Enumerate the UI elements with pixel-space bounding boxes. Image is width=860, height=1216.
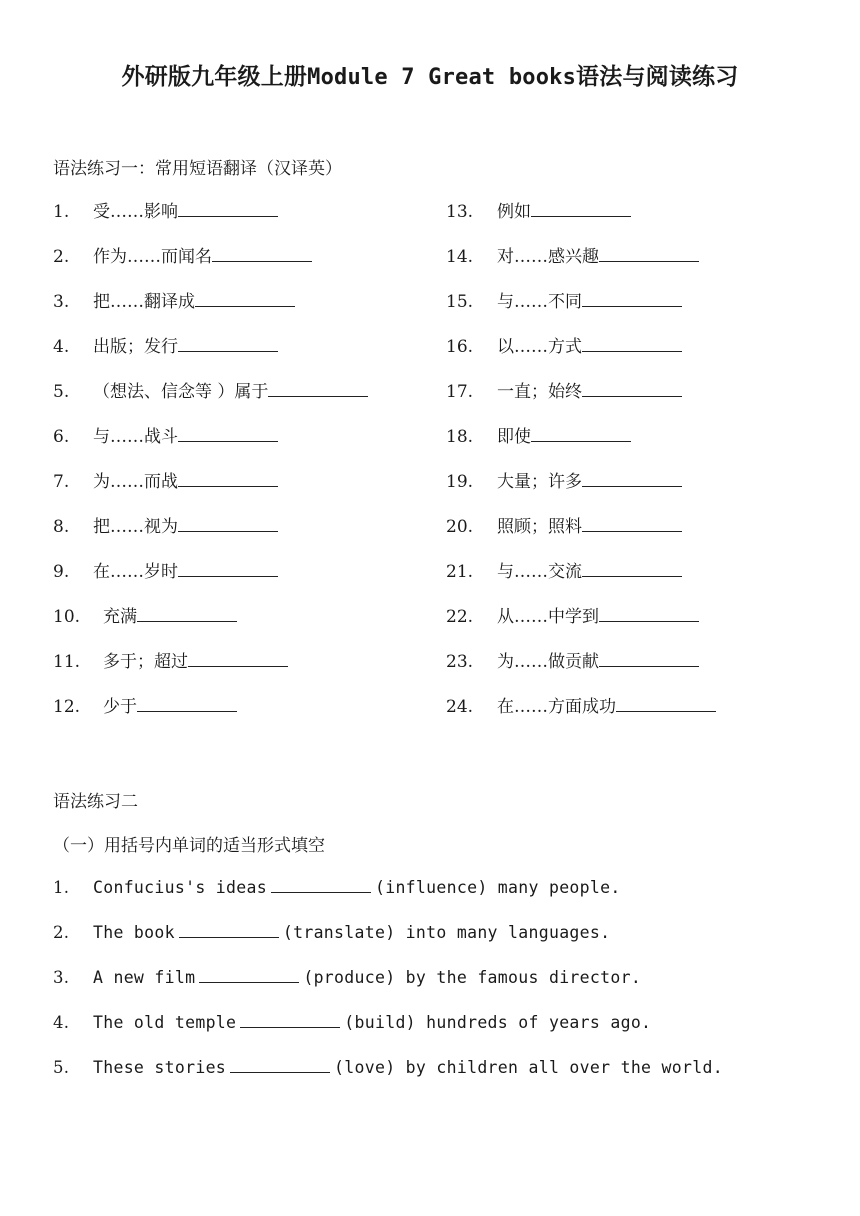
page-title (0, 58, 860, 91)
answer-blank[interactable] (137, 696, 237, 712)
answer-blank[interactable] (188, 651, 288, 667)
item-number: 24. (446, 697, 474, 717)
item-number: 16. (446, 337, 474, 357)
item-text: 大量；许多 (497, 472, 582, 492)
answer-blank[interactable] (179, 922, 279, 938)
item-number: 8. (53, 517, 70, 537)
item-text: 作为……而闻名 (93, 247, 212, 267)
section2-subheading: （一）用括号内单词的适当形式填空 (53, 836, 325, 856)
sentence-before: The book (93, 923, 175, 942)
answer-blank[interactable] (178, 201, 278, 217)
item-text: 从……中学到 (497, 607, 599, 627)
sentence-after: (translate) into many languages. (282, 923, 611, 942)
answer-blank[interactable] (195, 291, 295, 307)
phrase-item (446, 381, 682, 402)
item-number: 20. (446, 517, 474, 537)
answer-blank[interactable] (178, 561, 278, 577)
sentence-before: The old temple (93, 1013, 237, 1032)
item-text: 对……感兴趣 (497, 247, 599, 267)
item-number: 5. (53, 382, 70, 402)
phrase-item (446, 291, 682, 312)
phrase-item (53, 651, 288, 672)
answer-blank[interactable] (178, 516, 278, 532)
item-text: 以……方式 (497, 337, 582, 357)
sentence-before: A new film (93, 968, 196, 987)
answer-blank[interactable] (599, 246, 699, 262)
item-text: 受……影响 (93, 202, 178, 222)
exercise-item (53, 967, 641, 987)
phrase-item (446, 471, 682, 492)
answer-blank[interactable] (616, 696, 716, 712)
exercise-item (53, 877, 621, 897)
sentence-after: (produce) by the famous director. (303, 968, 642, 987)
phrase-item (53, 561, 278, 582)
item-number: 18. (446, 427, 474, 447)
exercise-item (53, 922, 610, 942)
item-number: 10. (53, 607, 81, 627)
sentence-after: (influence) many people. (374, 878, 621, 897)
answer-blank[interactable] (137, 606, 237, 622)
title-en: Module 7 Great books (307, 65, 577, 90)
item-number: 1. (53, 878, 70, 897)
sentence-before: These stories (93, 1058, 227, 1077)
answer-blank[interactable] (531, 201, 631, 217)
item-number: 3. (53, 968, 70, 987)
item-text: 充满 (103, 607, 137, 627)
item-number: 19. (446, 472, 474, 492)
item-text: 把……视为 (93, 517, 178, 537)
phrase-item (53, 246, 312, 267)
answer-blank[interactable] (599, 606, 699, 622)
title-cn-b: 语法与阅读练习 (576, 64, 739, 90)
phrase-item (53, 291, 295, 312)
item-text: （想法、信念等 ）属于 (93, 382, 269, 402)
item-number: 21. (446, 562, 474, 582)
item-text: 在……方面成功 (497, 697, 616, 717)
answer-blank[interactable] (178, 336, 278, 352)
item-number: 13. (446, 202, 474, 222)
phrase-item (446, 246, 699, 267)
item-text: 照顾；照料 (497, 517, 582, 537)
answer-blank[interactable] (240, 1012, 340, 1028)
title-cn-a: 外研版九年级上册 (121, 64, 308, 90)
item-text: 把……翻译成 (93, 292, 195, 312)
phrase-item (446, 651, 699, 672)
phrase-item (446, 561, 682, 582)
item-text: 一直；始终 (497, 382, 582, 402)
item-text: 与……交流 (497, 562, 582, 582)
item-text: 与……战斗 (93, 427, 178, 447)
phrase-item (53, 516, 278, 537)
item-number: 2. (53, 247, 70, 267)
sentence-before: Confucius's ideas (93, 878, 267, 897)
sentence-after: (build) hundreds of years ago. (344, 1013, 652, 1032)
answer-blank[interactable] (582, 291, 682, 307)
item-number: 15. (446, 292, 474, 312)
answer-blank[interactable] (178, 426, 278, 442)
answer-blank[interactable] (212, 246, 312, 262)
exercise-item (53, 1012, 651, 1032)
answer-blank[interactable] (178, 471, 278, 487)
answer-blank[interactable] (582, 471, 682, 487)
exercise-item (53, 1057, 723, 1077)
phrase-item (53, 471, 278, 492)
answer-blank[interactable] (271, 877, 371, 893)
item-number: 12. (53, 697, 81, 717)
answer-blank[interactable] (199, 967, 299, 983)
item-number: 5. (53, 1058, 70, 1077)
item-number: 11. (53, 652, 81, 672)
item-text: 即使 (497, 427, 531, 447)
item-text: 多于；超过 (103, 652, 188, 672)
answer-blank[interactable] (582, 516, 682, 532)
item-number: 4. (53, 337, 70, 357)
item-number: 17. (446, 382, 474, 402)
phrase-item (53, 696, 237, 717)
answer-blank[interactable] (531, 426, 631, 442)
phrase-item (53, 606, 237, 627)
item-number: 4. (53, 1013, 70, 1032)
item-number: 3. (53, 292, 70, 312)
answer-blank[interactable] (599, 651, 699, 667)
item-text: 为……做贡献 (497, 652, 599, 672)
answer-blank[interactable] (230, 1057, 330, 1073)
item-text: 在……岁时 (93, 562, 178, 582)
item-number: 2. (53, 923, 70, 942)
item-number: 22. (446, 607, 474, 627)
phrase-item (446, 426, 631, 447)
phrase-item (53, 426, 278, 447)
sentence-after: (love) by children all over the world. (334, 1058, 723, 1077)
item-number: 9. (53, 562, 70, 582)
phrase-item (446, 201, 631, 222)
answer-blank[interactable] (582, 381, 682, 397)
answer-blank[interactable] (582, 336, 682, 352)
answer-blank[interactable] (268, 381, 368, 397)
phrase-item (53, 336, 278, 357)
item-text: 为……而战 (93, 472, 178, 492)
item-number: 14. (446, 247, 474, 267)
answer-blank[interactable] (582, 561, 682, 577)
phrase-item (446, 336, 682, 357)
item-number: 6. (53, 427, 70, 447)
section2-heading: 语法练习二 (53, 792, 138, 812)
item-number: 1. (53, 202, 70, 222)
item-text: 例如 (497, 202, 531, 222)
item-number: 23. (446, 652, 474, 672)
phrase-item (446, 606, 699, 627)
phrase-item (53, 381, 368, 402)
phrase-item (446, 696, 716, 717)
item-text: 与……不同 (497, 292, 582, 312)
item-number: 7. (53, 472, 70, 492)
section1-heading: 语法练习一：常用短语翻译（汉译英） (53, 159, 342, 179)
item-text: 少于 (103, 697, 137, 717)
phrase-item (53, 201, 278, 222)
phrase-item (446, 516, 682, 537)
item-text: 出版；发行 (93, 337, 178, 357)
